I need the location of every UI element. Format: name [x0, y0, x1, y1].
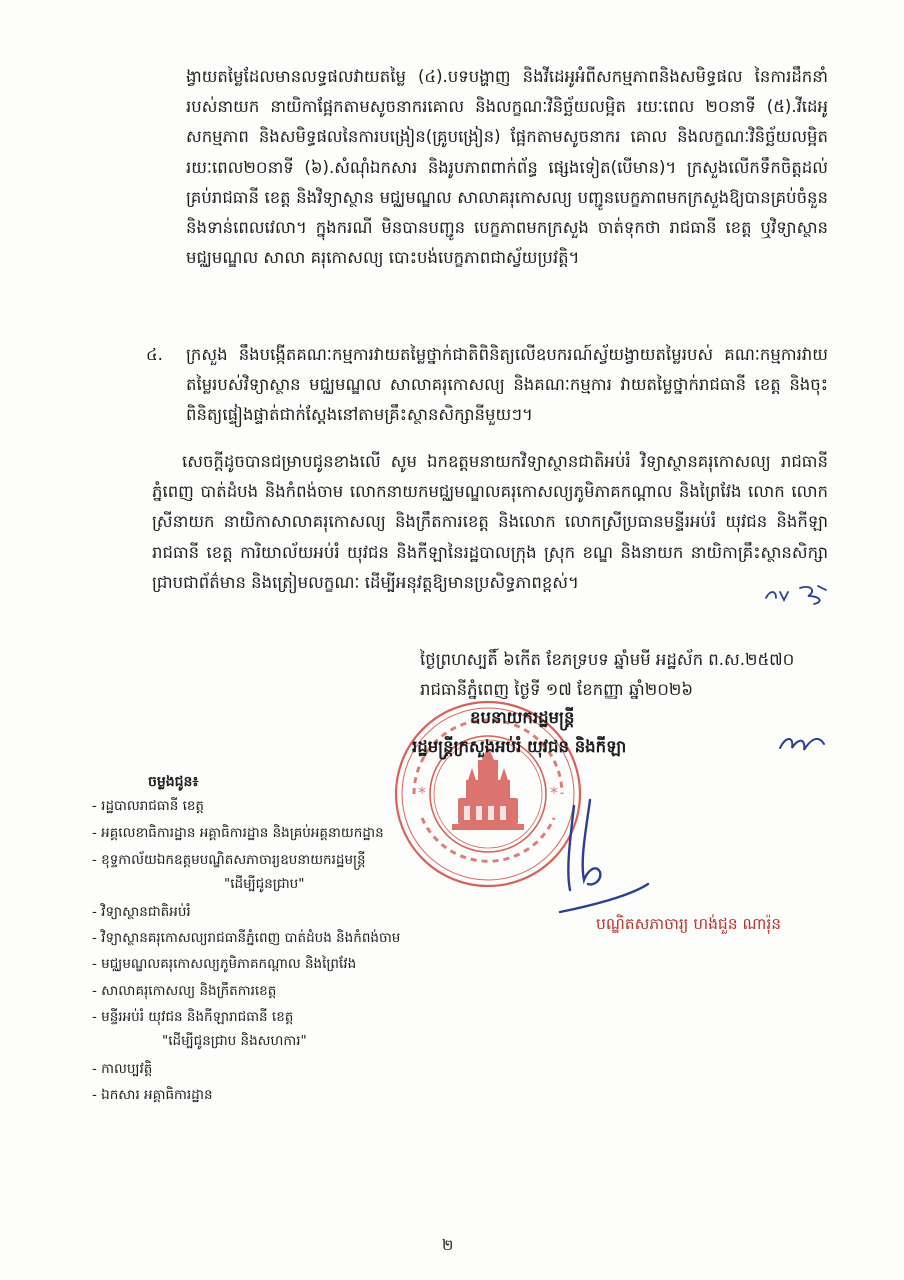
signer-name: បណ្ឌិតសភាចារ្យ ហង់ជួន ណារ៉ុន	[596, 915, 782, 933]
cc-item: - កាលប្បវត្តិ	[92, 1061, 153, 1077]
initials-mark	[764, 582, 834, 608]
body-paragraph-1: ង្វាយតម្លៃដែលមានលទ្ធផលវាយតម្លៃ (៤).បទបង្ហាញ និងវីដេអូអំពីសកម្មភាពនិងសមិទ្ធផល នៃការដឹកនាំរបស់នាយក នាយិកាផ្អែកតាមសូចនាករគោល និងលក្ខណៈវិនិច្ឆ័យលម្អិត រយៈពេល ២០នាទី (៥).វីដេអូសកម្មភាព និងសមិទ្ធផលនៃការបង្រៀន(គ្រូបង្រៀន) ផ្អែកតាមសូចនាករ គោល និងលក្ខណៈវិនិច្ឆ័យលម្អិត រយៈពេល២០នាទី (៦).សំណុំឯកសារ និងរូបភាពពាក់ព័ន្ធ ផ្សេងទៀត(បើមាន)។ ក្រសួងលើកទឹកចិត្តដល់គ្រប់រាជធានី ខេត្ត និងវិទ្យាស្ថាន មជ្ឈមណ្ឌល សាលាគរុកោសល្យ បញ្ជូនបេក្ខភាពមកក្រសួងឱ្យបានគ្រប់ចំនួន និងទាន់ពេលវេលា។ ក្នុងករណី មិនបានបញ្ជូន បេក្ខភាពមកក្រសួង ចាត់ទុកថា រាជធានី ខេត្ត ឬវិទ្យាស្ថាន មជ្ឈមណ្ឌល សាលា គរុកោសល្យ បោះបង់បេក្ខភាពជាស្វ័យប្រវត្តិ។	[186, 67, 828, 268]
cc-item: - សាលាគរុកោសល្យ និងក្រឹតការខេត្ត	[92, 983, 277, 999]
page-number: ២	[442, 1236, 454, 1254]
cc-heading: ចម្លងជូន៖	[148, 774, 199, 790]
date-lunar: ថ្ងៃព្រហស្បតិ៍ ៦កើត ខែភទ្របទ ឆ្នាំមមី អដ្ឋស័ក ព.ស.២៥៧០	[420, 650, 795, 669]
cc-item: - មន្ទីរអប់រំ យុវជន និងកីឡារាជធានី ខេត្ត	[92, 1009, 294, 1025]
item-4	[146, 340, 828, 431]
cc-item: - អគ្គលេខាធិការដ្ឋាន អគ្គាធិការដ្ឋាន និងគ្រប់អគ្គនាយកដ្ឋាន	[92, 825, 384, 841]
cc-item: - វិទ្យាស្ថានជាតិអប់រំ	[92, 904, 191, 920]
svg-text:*: *	[418, 783, 426, 802]
signer-title-minister: រដ្ឋមន្ត្រីក្រសួងអប់រំ យុវជន និងកីឡា	[412, 737, 627, 756]
cc-item: - មជ្ឈមណ្ឌលគរុកោសល្យភូមិភាគកណ្តាល និងព្រៃវែង	[92, 956, 357, 972]
cc-item: - ខុទ្ទកាល័យឯកឧត្តមបណ្ឌិតសភាចារ្យឧបនាយករដ្ឋមន្ត្រី	[92, 852, 366, 868]
cc-item: - ឯកសារ អគ្គាធិការដ្ឋាន	[92, 1087, 213, 1103]
signature-flourish-icon	[778, 730, 828, 760]
signer-title-deputy-pm: ឧបនាយករដ្ឋមន្ត្រី	[470, 708, 575, 727]
item-4-text: ក្រសួង នឹងបង្កើតគណៈកម្មការវាយតម្លៃថ្នាក់ជាតិពិនិត្យលើឧបករណ៍ស្វ័យង្វាយតម្លៃរបស់ គណៈកម្មការវាយតម្លៃរបស់វិទ្យាស្ថាន មជ្ឈមណ្ឌល សាលាគរុកោសល្យ និងគណៈកម្មការ វាយតម្លៃថ្នាក់រាជធានី ខេត្ត និងចុះពិនិត្យផ្ទៀងផ្ទាត់ជាក់ស្តែងនៅតាមគ្រឹះស្ថានសិក្សានីមួយៗ។	[186, 345, 828, 425]
item-4-number: ៤.	[146, 345, 163, 364]
closing-paragraph: សេចក្តីដូចបានជម្រាបជូនខាងលើ សូម ឯកឧត្តមនាយកវិទ្យាស្ថានជាតិអប់រំ វិទ្យាស្ថានគរុកោសល្យ រាជធានីភ្នំពេញ បាត់ដំបង និងកំពង់ចាម លោកនាយកមជ្ឈមណ្ឌលគរុកោសល្យភូមិភាគកណ្តាល និងព្រៃវែង លោក លោកស្រីនាយក នាយិកាសាលាគរុកោសល្យ និងក្រឹតការខេត្ត និងលោក លោកស្រីប្រធានមន្ទីរអប់រំ យុវជន និងកីឡារាជធានី ខេត្ត ការិយាល័យអប់រំ យុវជន និងកីឡានៃរដ្ឋបាលក្រុង ស្រុក ខណ្ឌ និងនាយក នាយិកាគ្រឹះស្ថានសិក្សា ជ្រាបជាព័ត៌មាន និងត្រៀមលក្ខណៈ ដើម្បីអនុវត្តឱ្យមានប្រសិទ្ធភាពខ្ពស់។	[152, 452, 828, 592]
svg-text:*: *	[550, 783, 558, 802]
cc-item-note: "ដើម្បីជូនជ្រាប និងសហការ"	[162, 1033, 307, 1049]
date-solar: រាជធានីភ្នំពេញ ថ្ងៃទី ១៧ ខែកញ្ញា ឆ្នាំ២០២៦	[420, 680, 694, 699]
cc-item: - រដ្ឋបាលរាជធានី ខេត្ត	[92, 798, 205, 814]
cc-item: - វិទ្យាស្ថានគរុកោសល្យរាជធានីភ្នំពេញ បាត់ដំបង និងកំពង់ចាម	[92, 930, 401, 946]
cc-item-note: "ដើម្បីជូនជ្រាប"	[224, 876, 305, 892]
